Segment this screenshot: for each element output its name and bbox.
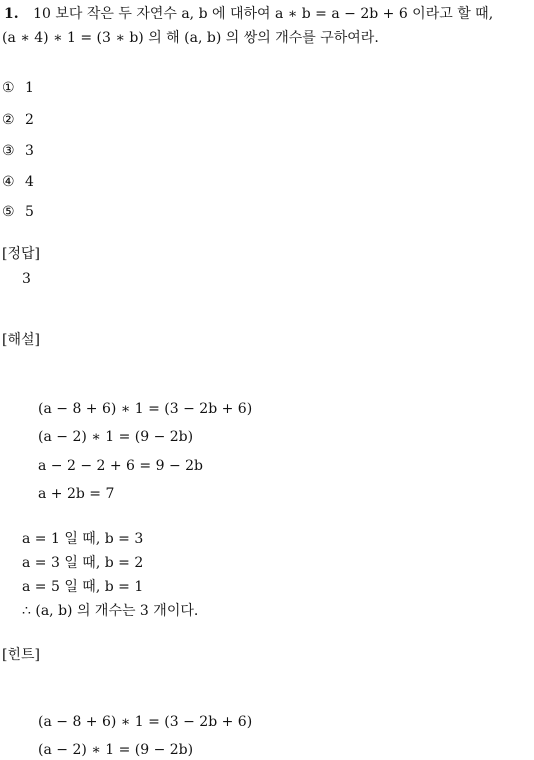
choice-5[interactable] [2,202,34,222]
choice-value: 1 [25,80,34,96]
hint-label: [힌트] [2,647,40,663]
choice-mark: ④ [2,174,15,190]
explanation-step: a − 2 − 2 + 6 = 9 − 2b [38,458,203,474]
answer-value: 3 [22,271,31,287]
choice-mark: ② [2,112,15,128]
explanation-conclusion: ∴ (a, b) 의 개수는 3 개이다. [22,603,199,619]
explanation-case: a = 3 일 때, b = 2 [22,555,144,571]
problem-line-2: (a ∗ 4) ∗ 1 = (3 ∗ b) 의 해 (a, b) 의 쌍의 개수를 구하여라. [2,30,379,46]
hint-step: (a − 2) ∗ 1 = (9 − 2b) [38,742,194,758]
problem-line-1 [4,4,493,24]
hint-step: (a − 8 + 6) ∗ 1 = (3 − 2b + 6) [38,714,253,730]
problem-text-1: 10 보다 작은 두 자연수 a, b 에 대하여 a ∗ b = a − 2b + 6 이라고 할 때, [33,6,494,22]
choice-mark: ⑤ [2,204,15,220]
choice-value: 2 [25,112,34,128]
choice-4[interactable] [2,172,34,192]
choice-mark: ① [2,80,15,96]
explanation-label: [해설] [2,332,40,348]
explanation-step: (a − 2) ∗ 1 = (9 − 2b) [38,429,194,445]
choice-mark: ③ [2,143,15,159]
explanation-step: (a − 8 + 6) ∗ 1 = (3 − 2b + 6) [38,401,253,417]
choice-1[interactable] [2,78,34,98]
problem-number: 1. [4,6,19,22]
choice-value: 4 [25,174,34,190]
choice-value: 5 [25,204,34,220]
choice-value: 3 [25,143,34,159]
explanation-case: a = 5 일 때, b = 1 [22,579,144,595]
choice-2[interactable] [2,110,34,130]
choice-3[interactable] [2,141,34,161]
answer-label: [정답] [2,246,40,262]
explanation-case: a = 1 일 때, b = 3 [22,531,144,547]
explanation-step: a + 2b = 7 [38,486,115,502]
